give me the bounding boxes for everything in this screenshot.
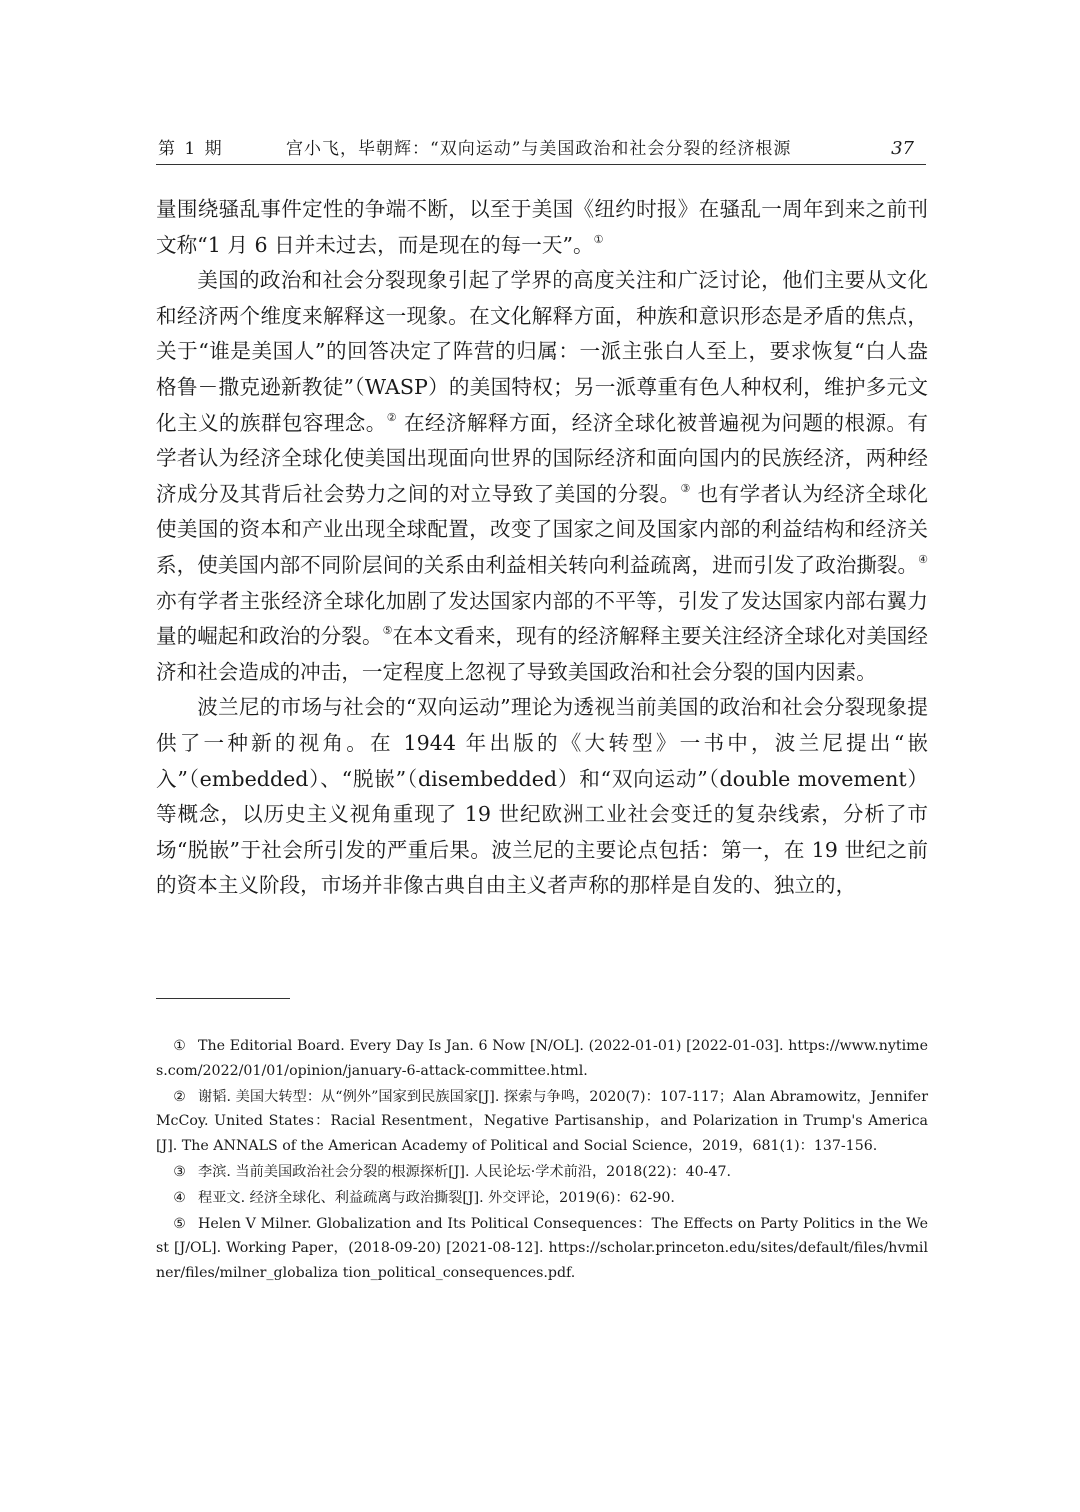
paragraph-3: [156, 690, 928, 904]
footnote-5: [156, 1212, 928, 1286]
footnote-number: ⑤: [173, 1215, 186, 1232]
issue-label: 第 1 期: [158, 139, 224, 159]
footnote-4: [156, 1186, 928, 1211]
paragraph-2: [156, 263, 928, 690]
body-text: [156, 192, 928, 904]
paragraph-3-text: 波兰尼的市场与社会的“双向运动”理论为透视当前美国的政治和社会分裂现象提供了一种新的视角。在 1944 年出版的《大转型》一书中，波兰尼提出“嵌入”（embedded）、“脱嵌”（disembedded）和“双向运动”（double movement）等概念，以历史主义视角重现了 19 世纪欧洲工业社会变迁的复杂线索，分析了市场“脱嵌”于社会所引发的严重后果。波兰尼的主要论点包括：第一，在 19 世纪之前的资本主义阶段，市场并非像古典自由主义者声称的那样是自发的、独立的，: [156, 695, 928, 898]
footnote-3: [156, 1160, 928, 1185]
footnote-ref-2: ②: [386, 410, 398, 424]
footnote-text: 谢韬. 美国大转型：从“例外”国家到民族国家[J]. 探索与争鸣，2020(7)：107-117；Alan Abramowitz，Jennifer McCoy. United States：Racial Resentment，Negative Partisanship，and Polarization in Trump's America [J]. The ANNALS of the American Academy of Political and Social Science，2019，681(1)：137-156.: [156, 1088, 928, 1154]
footnote-number: ③: [173, 1163, 186, 1180]
footnote-number: ④: [173, 1189, 186, 1206]
footnote-text: 程亚文. 经济全球化、利益疏离与政治撕裂[J]. 外交评论，2019(6)：62-90.: [198, 1189, 675, 1206]
paragraph-2-sentence-5: 在本文看来，现有的经济解释主要关注经济全球化对美国经济和社会造成的冲击，一定程度上忽视了导致美国政治和社会分裂的国内因素。: [156, 624, 928, 684]
paragraph-2-sentence-3: 也有学者认为经济全球化使美国的资本和产业出现全球配置，改变了国家之间及国家内部的利益结构和经济关系，使美国内部不同阶层间的关系由利益相关转向利益疏离，进而引发了政治撕裂。: [156, 481, 929, 577]
paragraph-2-sentence-2: 在经济解释方面，经济全球化被普遍视为问题的根源。有学者认为经济全球化使美国出现面向世界的国际经济和面向国内的民族经济，两种经济成分及其背后社会势力之间的对立导致了美国的分裂。: [156, 410, 928, 506]
footnote-ref-1: ①: [593, 232, 604, 246]
footnote-1: [156, 1034, 928, 1083]
running-header: [156, 124, 926, 165]
footnote-2: [156, 1085, 928, 1159]
footnote-ref-5: ⑤: [382, 624, 393, 638]
footnote-divider: [156, 998, 290, 999]
paragraph-1: [156, 192, 928, 263]
footnote-text: Helen V Milner. Globalization and Its Political Consequences：The Effects on Party Politics in the West [J/OL]. Working Paper，(2018-09-20) [2021-08-12]. https://scholar.princeton.edu/sites/default/files/hvmilner/files/milner_globaliza tion_political_consequences.pdf.: [156, 1215, 928, 1281]
footnote-text: 李滨. 当前美国政治社会分裂的根源探析[J]. 人民论坛·学术前沿，2018(22)：40-47.: [198, 1163, 732, 1180]
footnotes: [156, 1034, 928, 1287]
paragraph-1-text: 量围绕骚乱事件定性的争端不断，以至于美国《纽约时报》在骚乱一周年到来之前刊文称“1 月 6 日并未过去，而是现在的每一天”。: [156, 197, 928, 257]
footnote-ref-3: ③: [680, 481, 691, 495]
footnote-number: ①: [173, 1038, 186, 1054]
page-number: 37: [891, 138, 914, 159]
footnote-ref-4: ④: [918, 552, 928, 566]
footnote-number: ②: [173, 1088, 186, 1105]
paragraph-2-sentence-1: 美国的政治和社会分裂现象引起了学界的高度关注和广泛讨论，他们主要从文化和经济两个维度来解释这一现象。在文化解释方面，种族和意识形态是矛盾的焦点，关于“谁是美国人”的回答决定了阵营的归属：一派主张白人至上，要求恢复“白人盎格鲁－撒克逊新教徒”（WASP）的美国特权；另一派尊重有色人种权利，维护多元文化主义的族群包容理念。: [156, 268, 928, 435]
paragraph-2-sentence-4: 亦有学者主张经济全球化加剧了发达国家内部的不平等，引发了发达国家内部右翼力量的崛起和政治的分裂。: [156, 588, 928, 649]
running-title: 宫小飞，毕朝辉：“双向运动”与美国政治和社会分裂的经济根源: [286, 139, 792, 159]
footnote-text: The Editorial Board. Every Day Is Jan. 6 Now [N/OL]. (2022-01-01) [2022-01-03]. https://www.nytimes.com/2022/01/01/opinion/january-6-attack-committee.html.: [156, 1038, 928, 1079]
